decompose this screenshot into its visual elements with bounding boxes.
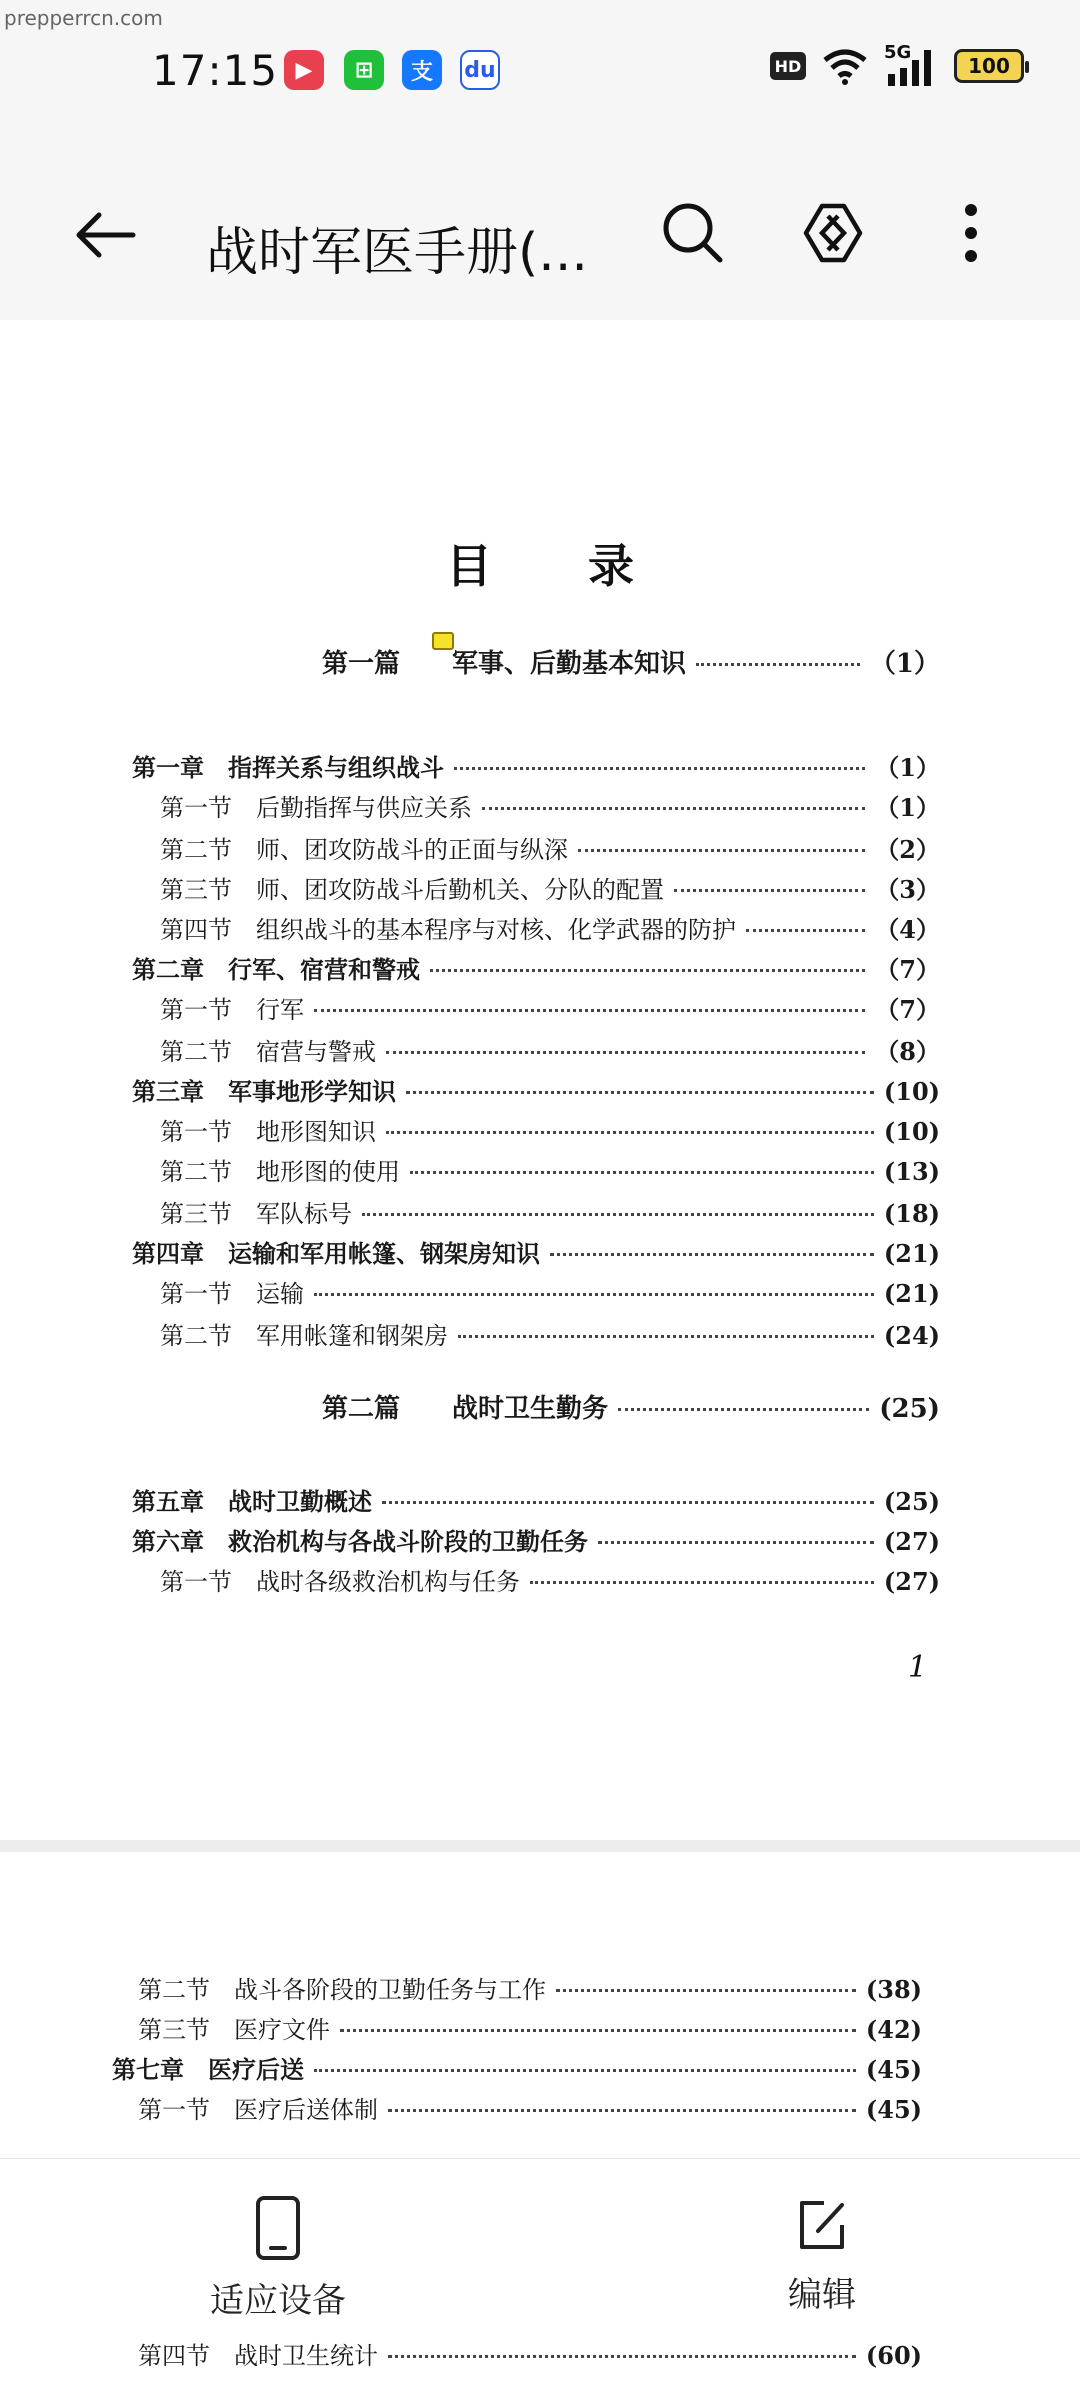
toc-entry-label: 第六章 救治机构与各战斗阶段的卫勤任务 — [132, 1527, 588, 1556]
toc-leader-dots — [696, 663, 860, 666]
toc-section-entry[interactable] — [160, 788, 940, 823]
toc-entry-page: (45) — [865, 2095, 922, 2124]
toc-section-entry[interactable] — [138, 2090, 922, 2125]
status-time: 17:15 — [152, 46, 279, 95]
toc-chapter-entry[interactable] — [132, 1234, 940, 1269]
toc-entry-page: (60) — [865, 2341, 922, 2370]
toc-entry-label: 第一节 运输 — [160, 1280, 304, 1308]
document-page-1 — [0, 320, 1080, 1840]
document-viewer[interactable] — [0, 320, 1080, 2400]
toc-entry-label: 第三节 师、团攻防战斗后勤机关、分队的配置 — [160, 876, 664, 904]
toc-leader-dots — [314, 1293, 874, 1296]
toc-leader-dots — [314, 1009, 865, 1012]
toc-leader-dots — [578, 849, 865, 852]
watermark-text: prepperrcn.com — [4, 6, 163, 30]
more-vertical-icon — [961, 202, 981, 264]
back-arrow-icon — [73, 211, 137, 259]
toc-leader-dots — [314, 2069, 856, 2072]
wifi-icon — [820, 46, 870, 86]
toc-entry-page: （7） — [875, 995, 940, 1024]
toc-section-entry[interactable] — [138, 2336, 922, 2371]
toc-entry-page: （4） — [875, 915, 940, 944]
back-button[interactable] — [70, 200, 140, 270]
toc-leader-dots — [454, 767, 865, 770]
toc-entry-page: (21) — [883, 1279, 940, 1308]
toc-entry-label: 第三节 医疗文件 — [138, 2016, 330, 2044]
toc-leader-dots — [386, 1131, 874, 1134]
toc-section-entry[interactable] — [138, 2010, 922, 2045]
toc-entry-label: 第二节 战斗各阶段的卫勤任务与工作 — [138, 1976, 546, 2004]
toc-entry-label: 第七章 医疗后送 — [112, 2055, 304, 2084]
edit-button[interactable] — [788, 2195, 856, 2316]
toc-entry-label: 第三节 军队标号 — [160, 1200, 352, 1228]
toc-entry-label: 第四章 运输和军用帐篷、钢架房知识 — [132, 1239, 540, 1268]
toc-part-entry[interactable] — [322, 1388, 940, 1425]
toc-section-entry[interactable] — [160, 1274, 940, 1309]
toc-entry-label: 第一节 后勤指挥与供应关系 — [160, 794, 472, 822]
toc-leader-dots — [556, 1989, 856, 1992]
toc-section-entry[interactable] — [160, 990, 940, 1025]
toc-leader-dots — [362, 1213, 874, 1216]
toc-entry-page: (38) — [865, 1975, 922, 2004]
toc-entry-page: (25) — [879, 1394, 940, 1424]
document-title: 战时军医手册(... — [206, 223, 588, 283]
toc-entry-label: 第二篇 战时卫生勤务 — [322, 1394, 609, 1424]
toc-entry-page: （7） — [875, 955, 940, 984]
bottom-action-bar — [0, 2158, 1080, 2338]
edit-icon — [794, 2195, 850, 2255]
toc-leader-dots — [410, 1171, 874, 1174]
toc-leader-dots — [388, 2355, 856, 2358]
toc-leader-dots — [550, 1253, 874, 1256]
toc-entry-page: (18) — [883, 1199, 940, 1228]
toc-section-entry[interactable] — [160, 1152, 940, 1187]
toc-entry-page: （2） — [875, 835, 940, 864]
toc-section-entry[interactable] — [160, 1112, 940, 1147]
ai-assistant-icon — [800, 200, 866, 266]
shopping-app-icon: ⊞ — [344, 50, 384, 90]
fit-device-label: 适应设备 — [210, 2281, 346, 2321]
toc-entry-page: (13) — [883, 1157, 940, 1186]
app-toolbar — [0, 120, 1080, 320]
toc-section-entry[interactable] — [160, 870, 940, 905]
toc-entry-page: （1） — [875, 753, 940, 782]
toc-entry-label: 第二节 军用帐篷和钢架房 — [160, 1322, 448, 1350]
toc-entry-label: 第四节 战时卫生统计 — [138, 2342, 378, 2370]
toc-leader-dots — [618, 1408, 869, 1411]
toc-entry-label: 第一章 指挥关系与组织战斗 — [132, 753, 444, 782]
battery-icon — [954, 49, 1024, 83]
baidu-app-icon: du — [460, 50, 500, 90]
more-options-button[interactable] — [946, 196, 996, 270]
toc-entry-page: (24) — [883, 1321, 940, 1350]
signal-icon — [884, 46, 940, 86]
status-bar — [0, 0, 1080, 120]
toc-entry-label: 第五章 战时卫勤概述 — [132, 1487, 372, 1516]
signal-indicator — [884, 42, 940, 86]
toc-chapter-entry[interactable] — [132, 1482, 940, 1517]
toc-entry-page: (27) — [883, 1527, 940, 1556]
toc-entry-label: 第一篇 军事、后勤基本知识 — [322, 649, 687, 679]
toc-entry-page: （1） — [875, 793, 940, 822]
toc-section-entry[interactable] — [138, 1970, 922, 2005]
toc-entry-page: (45) — [865, 2055, 922, 2084]
page-number: 1 — [908, 1650, 928, 1685]
toc-chapter-entry[interactable] — [132, 950, 940, 985]
battery-level: 100 — [968, 54, 1010, 78]
toc-leader-dots — [386, 1051, 865, 1054]
toc-chapter-entry[interactable] — [132, 1522, 940, 1557]
ai-assistant-button[interactable] — [796, 196, 870, 270]
toc-chapter-entry[interactable] — [112, 2050, 922, 2085]
toc-entry-page: （8） — [875, 1037, 940, 1066]
toc-entry-page: (27) — [883, 1567, 940, 1596]
page-separator — [0, 1840, 1080, 1852]
hd-icon: HD — [770, 52, 806, 80]
toc-leader-dots — [340, 2029, 856, 2032]
toc-section-entry[interactable] — [160, 910, 940, 945]
toc-leader-dots — [482, 807, 865, 810]
toc-part-entry[interactable] — [322, 643, 940, 680]
toc-leader-dots — [406, 1091, 874, 1094]
toc-entry-label: 第二章 行军、宿营和警戒 — [132, 955, 420, 984]
toc-chapter-entry[interactable] — [132, 1072, 940, 1107]
toc-chapter-entry[interactable] — [132, 748, 940, 783]
toc-entry-label: 第二节 师、团攻防战斗的正面与纵深 — [160, 836, 568, 864]
toc-entry-label: 第一节 战时各级救治机构与任务 — [160, 1568, 520, 1596]
toc-entry-page: (10) — [883, 1077, 940, 1106]
toc-entry-label: 第二节 地形图的使用 — [160, 1158, 400, 1186]
toc-leader-dots — [674, 889, 865, 892]
phone-icon — [253, 2195, 303, 2261]
toc-section-entry[interactable] — [160, 830, 940, 865]
toc-entry-label: 第四节 组织战斗的基本程序与对核、化学武器的防护 — [160, 916, 736, 944]
toc-heading: 目 录 — [445, 539, 674, 593]
search-icon — [660, 200, 726, 266]
toc-leader-dots — [388, 2109, 856, 2112]
toc-entry-label: 第一节 行军 — [160, 996, 304, 1024]
toc-leader-dots — [530, 1581, 874, 1584]
toc-entry-page: （3） — [875, 875, 940, 904]
search-button[interactable] — [656, 196, 730, 270]
alipay-app-icon: 支 — [402, 50, 442, 90]
toc-leader-dots — [598, 1541, 874, 1544]
toc-section-entry[interactable] — [160, 1316, 940, 1351]
network-type: 5G — [884, 42, 912, 63]
toc-leader-dots — [458, 1335, 874, 1338]
toc-entry-label: 第一节 地形图知识 — [160, 1118, 376, 1146]
toc-entry-label: 第一节 医疗后送体制 — [138, 2096, 378, 2124]
toc-entry-page: (25) — [883, 1487, 940, 1516]
toc-entry-page: (21) — [883, 1239, 940, 1268]
video-app-icon: ▶ — [284, 50, 324, 90]
toc-entry-label: 第三章 军事地形学知识 — [132, 1077, 396, 1106]
toc-leader-dots — [382, 1501, 874, 1504]
toc-entry-page: （1） — [869, 649, 940, 679]
toc-entry-label: 第二节 宿营与警戒 — [160, 1038, 376, 1066]
toc-section-entry[interactable] — [160, 1032, 940, 1067]
toc-leader-dots — [430, 969, 865, 972]
edit-label: 编辑 — [788, 2275, 856, 2315]
toc-leader-dots — [746, 929, 865, 932]
toc-section-entry[interactable] — [160, 1562, 940, 1597]
fit-device-button[interactable] — [210, 2195, 346, 2322]
toc-entry-page: (42) — [865, 2015, 922, 2044]
toc-section-entry[interactable] — [160, 1194, 940, 1229]
toc-entry-page: (10) — [883, 1117, 940, 1146]
